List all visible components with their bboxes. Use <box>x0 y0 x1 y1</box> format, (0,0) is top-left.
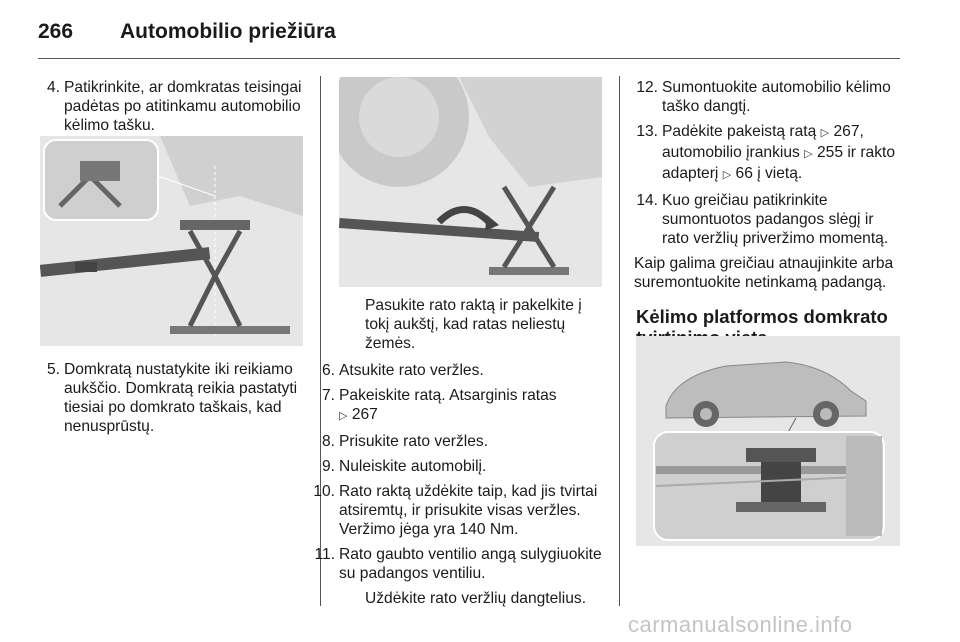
step-13: 13. Padėkite pakeistą ratą ▷ 267, automobilio įrankius ▷ 255 ir rakto adapterį ▷ 66 į vietą. <box>636 123 895 182</box>
page-ref-267[interactable]: 267 <box>351 406 378 423</box>
step-11-extra: Uždėkite rato veržlių dangtelius. <box>365 590 587 607</box>
step-7: 7. Pakeiskite ratą. Atsarginis ratas ▷ 267 <box>321 387 557 423</box>
page-title: Automobilio priežiūra <box>120 20 336 43</box>
step-9: 9. Nuleiskite automobilį. <box>321 458 487 475</box>
step-4: 4. Patikrinkite, ar domkratas teisingai padėtas po atitinkamu automobilio kėlimo tašku. <box>46 79 302 134</box>
lift-platform-illustration <box>636 336 900 546</box>
jack-raising-illustration <box>339 77 602 287</box>
step-14: 14. Kuo greičiau patikrinkite sumontuotos padangos slėgį ir rato veržlių priveržimo momentą. <box>636 192 889 247</box>
lift-platform-drawing <box>636 336 900 546</box>
section-heading: Kėlimo platformos domkrato <box>636 306 888 327</box>
reference-arrow-icon: ▷ <box>722 169 732 181</box>
reference-arrow-icon: ▷ <box>339 410 348 422</box>
jack-position-drawing <box>40 136 303 346</box>
step-8: 8. Prisukite rato veržles. <box>321 433 489 450</box>
jack-position-illustration <box>40 136 303 346</box>
step-6: 6. Atsukite rato veržles. <box>321 362 484 379</box>
raise-caption: Pasukite rato raktą ir pakelkite į tokį aukštį, kad ratas neliestų žemės. <box>365 297 582 352</box>
column-1 <box>38 78 304 135</box>
page-number: 266 <box>38 20 74 43</box>
reference-arrow-icon: ▷ <box>804 148 813 160</box>
tyre-note: Kaip galima greičiau atnaujinkite arba suremontuokite netinkamą padangą. <box>634 255 894 291</box>
column-3 <box>636 78 904 348</box>
column-2 <box>313 296 609 608</box>
step-11: 11. Rato gaubto ventilio angą sulygiuokite su padangos ventiliu. <box>314 546 602 582</box>
step-12: 12. Sumontuokite automobilio kėlimo taško dangtį. <box>636 79 891 115</box>
step-5: 5. Domkratą nustatykite iki reikiamo aukščio. Domkratą reikia pastatyti tiesiai po domkrato taškais, kad nenusprūstų. <box>46 361 298 435</box>
column-1-lower <box>38 360 308 436</box>
jack-raising-drawing <box>339 77 602 287</box>
header-rule <box>38 58 900 59</box>
step-10: 10. Rato raktą uždėkite taip, kad jis tvirtai atsiremtų, ir prisukite visas veržles. Veržimo jėga yra 140 Nm. <box>313 483 598 538</box>
page-ref-267[interactable]: 267, <box>833 123 864 140</box>
reference-arrow-icon: ▷ <box>820 127 830 139</box>
page-ref-255[interactable]: 255 ir rakto adapterį <box>662 144 895 182</box>
page-header <box>38 14 900 54</box>
column-divider-right <box>619 76 620 606</box>
page-ref-66[interactable]: 66 į vietą. <box>735 165 803 182</box>
watermark: carmanualsonline.info <box>628 612 853 637</box>
